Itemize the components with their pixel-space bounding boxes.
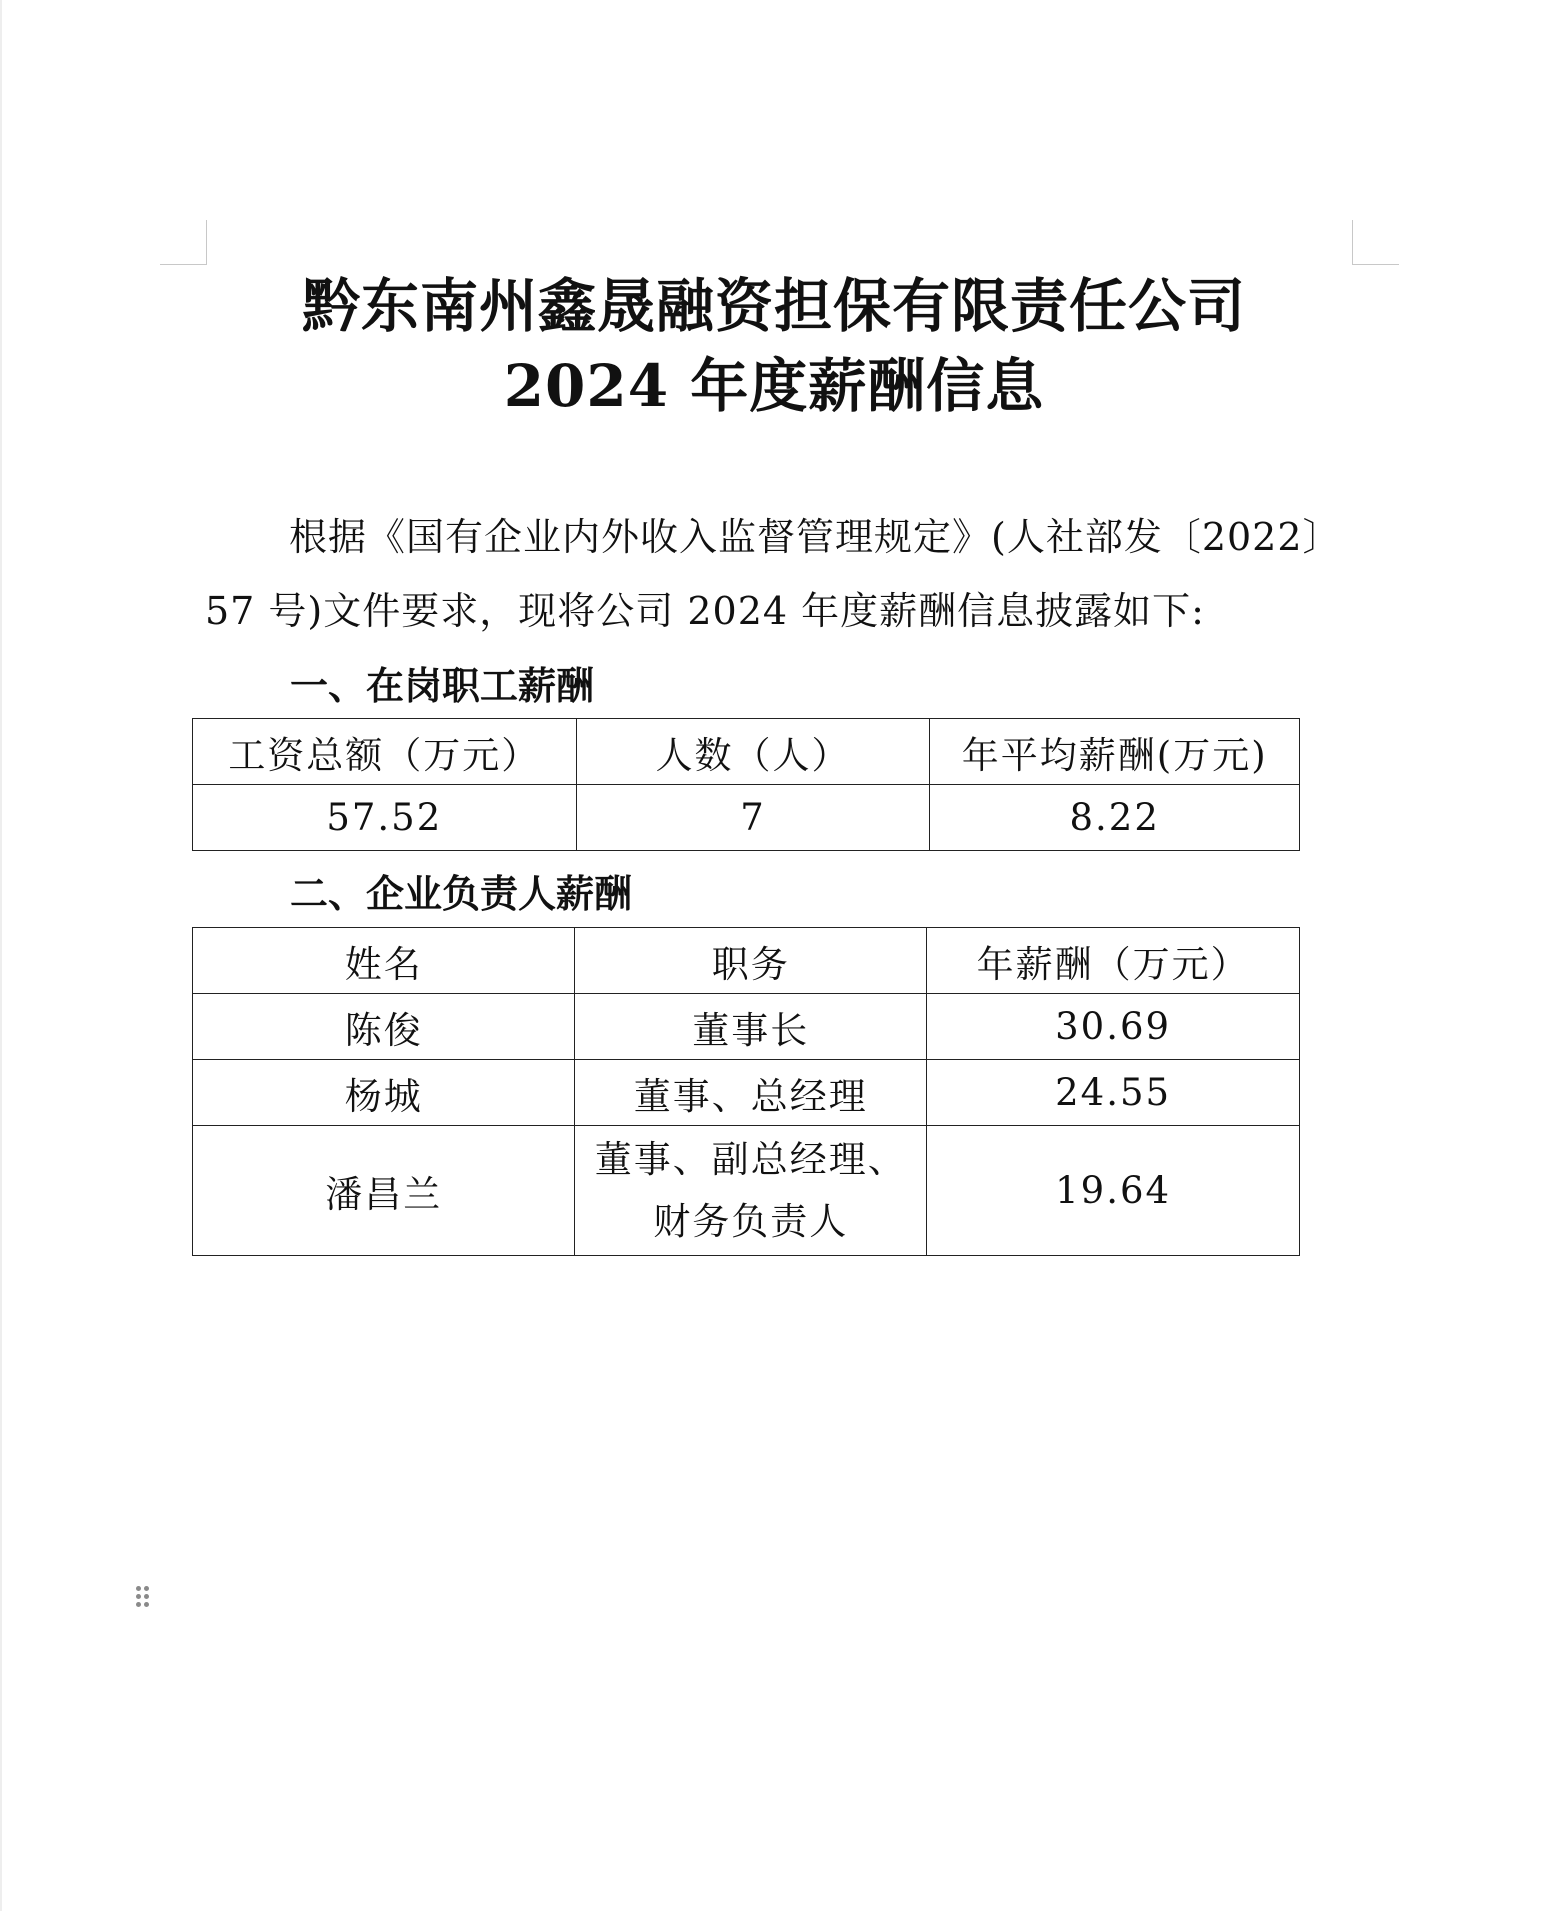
cell-position: 董事、总经理 [575,1060,927,1126]
table-row [193,1126,1300,1256]
margin-corner-top-right [1352,220,1399,265]
section-heading-staff-salary: 一、在岗职工薪酬 [290,664,595,708]
document-title-line2: 2024 年度薪酬信息 [503,352,1045,420]
intro-paragraph: 根据《国有企业内外收入监督管理规定》(人社部发〔2022〕57 号)文件要求，现将公司 2024 年度薪酬信息披露如下: [205,515,1342,633]
document-title-line1: 黔东南州鑫晟融资担保有限责任公司 [301,272,1246,340]
value-total-wages: 57.52 [193,785,577,851]
cell-salary: 24.55 [927,1060,1300,1126]
cell-position-line2: 财务负责人 [653,1199,849,1243]
value-headcount: 7 [576,785,930,851]
value-average-salary: 8.22 [930,785,1300,851]
header-annual-salary: 年薪酬（万元） [927,928,1300,994]
executive-salary-table [192,927,1300,1256]
margin-corner-top-left [160,220,207,265]
section-heading-executive-salary: 二、企业负责人薪酬 [290,872,633,916]
drag-handle-icon[interactable] [136,1586,150,1608]
cell-name: 杨城 [193,1060,575,1126]
header-total-wages: 工资总额（万元） [193,719,577,785]
cell-position [575,1126,927,1256]
table-row [193,785,1300,851]
cell-salary: 30.69 [927,994,1300,1060]
staff-salary-table [192,718,1300,851]
table-row [193,1060,1300,1126]
header-name: 姓名 [193,928,575,994]
table-header-row [193,719,1300,785]
page-edge [0,0,2,1911]
cell-position-line1: 董事、副总经理、 [594,1137,907,1181]
cell-position: 董事长 [575,994,927,1060]
table-header-row [193,928,1300,994]
header-average-salary: 年平均薪酬(万元) [930,719,1300,785]
cell-name: 潘昌兰 [193,1126,575,1256]
header-position: 职务 [575,928,927,994]
header-headcount: 人数（人） [576,719,930,785]
cell-salary: 19.64 [927,1126,1300,1256]
table-row [193,994,1300,1060]
cell-name: 陈俊 [193,994,575,1060]
